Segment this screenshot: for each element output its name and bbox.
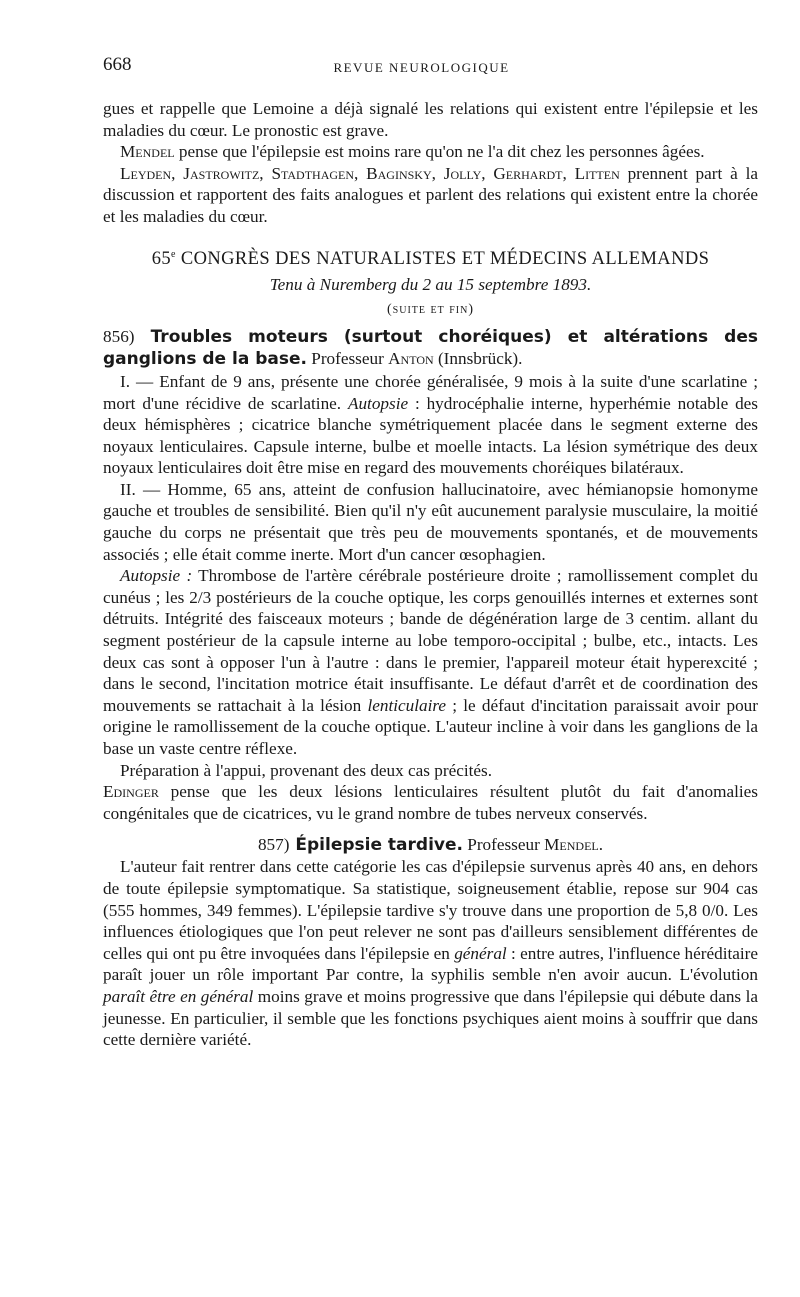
page-number: 668 bbox=[103, 54, 132, 75]
author-name: Mendel bbox=[120, 142, 175, 162]
congress-subtitle: Tenu à Nuremberg du 2 au 15 septembre 1893. bbox=[269, 274, 592, 294]
page-content bbox=[103, 98, 758, 1051]
congress-number: 65 bbox=[151, 248, 172, 269]
section-857-heading bbox=[103, 834, 758, 856]
author-prefix: Professeur bbox=[462, 835, 545, 855]
section-number: 857) bbox=[257, 835, 290, 855]
section-title: Troubles moteurs (surtout choréiques) et altérations des ganglions de la base. bbox=[103, 326, 758, 370]
paragraph-text: pense que l'épilepsie est moins rare qu'on ne l'a dit chez les personnes âgées. bbox=[174, 142, 705, 162]
case-1-text: I. — Enfant de 9 ans, présente une chorée généralisée, 9 mois à la suite d'une scarlatine ; mort d'une récidive de scarlatine. bbox=[103, 371, 758, 413]
author-affiliation: (Innsbrück). bbox=[433, 349, 523, 369]
case-2-paragraph: II. — Homme, 65 ans, atteint de confusion hallucinatoire, avec hémianopsie homonyme gauche et troubles de sensibilité. Bien qu'il n'y eût aucunement paralysie musculaire, la moitié gauche du corps ne présentait que très peu de mouvements spontanés, et de mouvements associés ; elle était comme inerte. Mort d'un cancer œsophagien. bbox=[103, 479, 758, 564]
autopsie-text: Thrombose de l'artère cérébrale postérieure droite ; ramollissement complet du cunéus ; les 2/3 postérieurs de la couche optique, les corps genouillés internes et externes sont détruits. Intégrité des faisceaux moteurs ; bande de dégénération large de 3 centim. allant du segment postérieur de la capsule interne au lobe temporo-occipital ; bulbe, etc., intacts. Les deux cas sont à opposer l'un à l'autre : dans le premier, l'appareil moteur était hyperexcité ; dans le second, l'incitation motrice était insuffisante. Le défaut d'arrêt et de coordination des mouvements se rattachait à la lésion bbox=[103, 566, 759, 715]
section-title: Épilepsie tardive. bbox=[289, 835, 463, 856]
emphasis-text: lenticulaire bbox=[367, 695, 447, 715]
author-name: Anton bbox=[388, 349, 434, 369]
autopsie-text-continued: ; le défaut d'incitation paraissait avoir pour origine le ramollissement de la couche optique. L'auteur incline à voir dans les ganglions de la base un vaste centre réflexe. bbox=[103, 695, 758, 758]
author-name: Edinger bbox=[103, 782, 159, 802]
autopsie-label: Autopsie : bbox=[120, 566, 193, 586]
author-prefix: Professeur bbox=[306, 349, 389, 369]
case-1-findings: : hydrocéphalie interne, hyperhémie notable des deux hémisphères ; cicatrice blanche symétriquement placée dans le segment externe des noyaux lenticulaires. Capsule interne, bulbe et moelle intacts. La lésion symétrique des deux noyaux lenticulaires doit être mise en regard des mouvements choréiques bilatéraux. bbox=[103, 393, 758, 478]
running-head: REVUE NEUROLOGIQUE bbox=[333, 60, 510, 75]
page-header bbox=[103, 54, 740, 84]
author-names: Leyden, Jastrowitz, Stadthagen, Baginsky, Jolly, Gerhardt, Litten bbox=[120, 163, 620, 183]
paragraph-text: prennent part à la discussion et rapportent des faits analogues et parlent des relations qui existent entre la chorée et les maladies du cœur. bbox=[103, 163, 758, 226]
section-857-paragraph bbox=[103, 856, 758, 1050]
case-1-paragraph bbox=[103, 371, 758, 479]
section-number: 856) bbox=[103, 326, 135, 346]
autopsie-paragraph bbox=[103, 565, 758, 759]
congress-heading bbox=[103, 243, 758, 271]
paragraph-text: L'auteur fait rentrer dans cette catégorie les cas d'épilepsie survenus après 40 ans, en dehors de toute épilepsie symptomatique. Sa statistique, soigneusement établie, repose sur 904 cas (555 hommes, 349 femmes). L'épilepsie tardive s'y trouve dans une proportion de 5,8 0/0. Les influences étiologiques que l'on peut relever ne sont pas d'ailleurs sensiblement différentes de celles qui ont pu être invoquées dans l'épilepsie en bbox=[103, 857, 758, 963]
paragraph-text: pense que les deux lésions lenticulaires résultent plutôt du fait d'anomalies congénitales que de cicatrices, vu le grand nombre de tubes nerveux conservés. bbox=[103, 782, 758, 823]
period: . bbox=[598, 835, 604, 855]
congress-title: CONGRÈS DES NATURALISTES ET MÉDECINS ALLEMANDS bbox=[175, 248, 710, 269]
author-name: Mendel bbox=[544, 835, 599, 855]
section-856-heading bbox=[103, 326, 758, 371]
intro-paragraph-1: gues et rappelle que Lemoine a déjà signalé les relations qui existent entre l'épilepsie et les maladies du cœur. Le pronostic est grave. bbox=[103, 99, 758, 140]
congress-ordinal: e bbox=[171, 248, 176, 260]
edinger-paragraph bbox=[103, 781, 758, 824]
suite-et-fin: (suite et fin) bbox=[387, 301, 474, 317]
preparation-paragraph: Préparation à l'appui, provenant des deux cas précités. bbox=[120, 760, 493, 780]
paragraph-text: moins grave et moins progressive que dans l'épilepsie qui débute dans la jeunesse. En particulier, il semble que les fonctions psychiques aient moins à souffrir que dans cette dernière variété. bbox=[103, 986, 758, 1050]
intro-paragraph-3 bbox=[103, 163, 758, 228]
paragraph-text: : entre autres, l'influence héréditaire paraît jouer un rôle important Par contre, la syphilis semble n'en avoir aucun. L'évolution bbox=[103, 943, 759, 985]
emphasis-text: général bbox=[454, 943, 507, 963]
intro-paragraph-2 bbox=[103, 141, 758, 163]
emphasis-text: paraît être en général bbox=[103, 986, 254, 1006]
autopsie-label: Autopsie bbox=[347, 393, 409, 413]
